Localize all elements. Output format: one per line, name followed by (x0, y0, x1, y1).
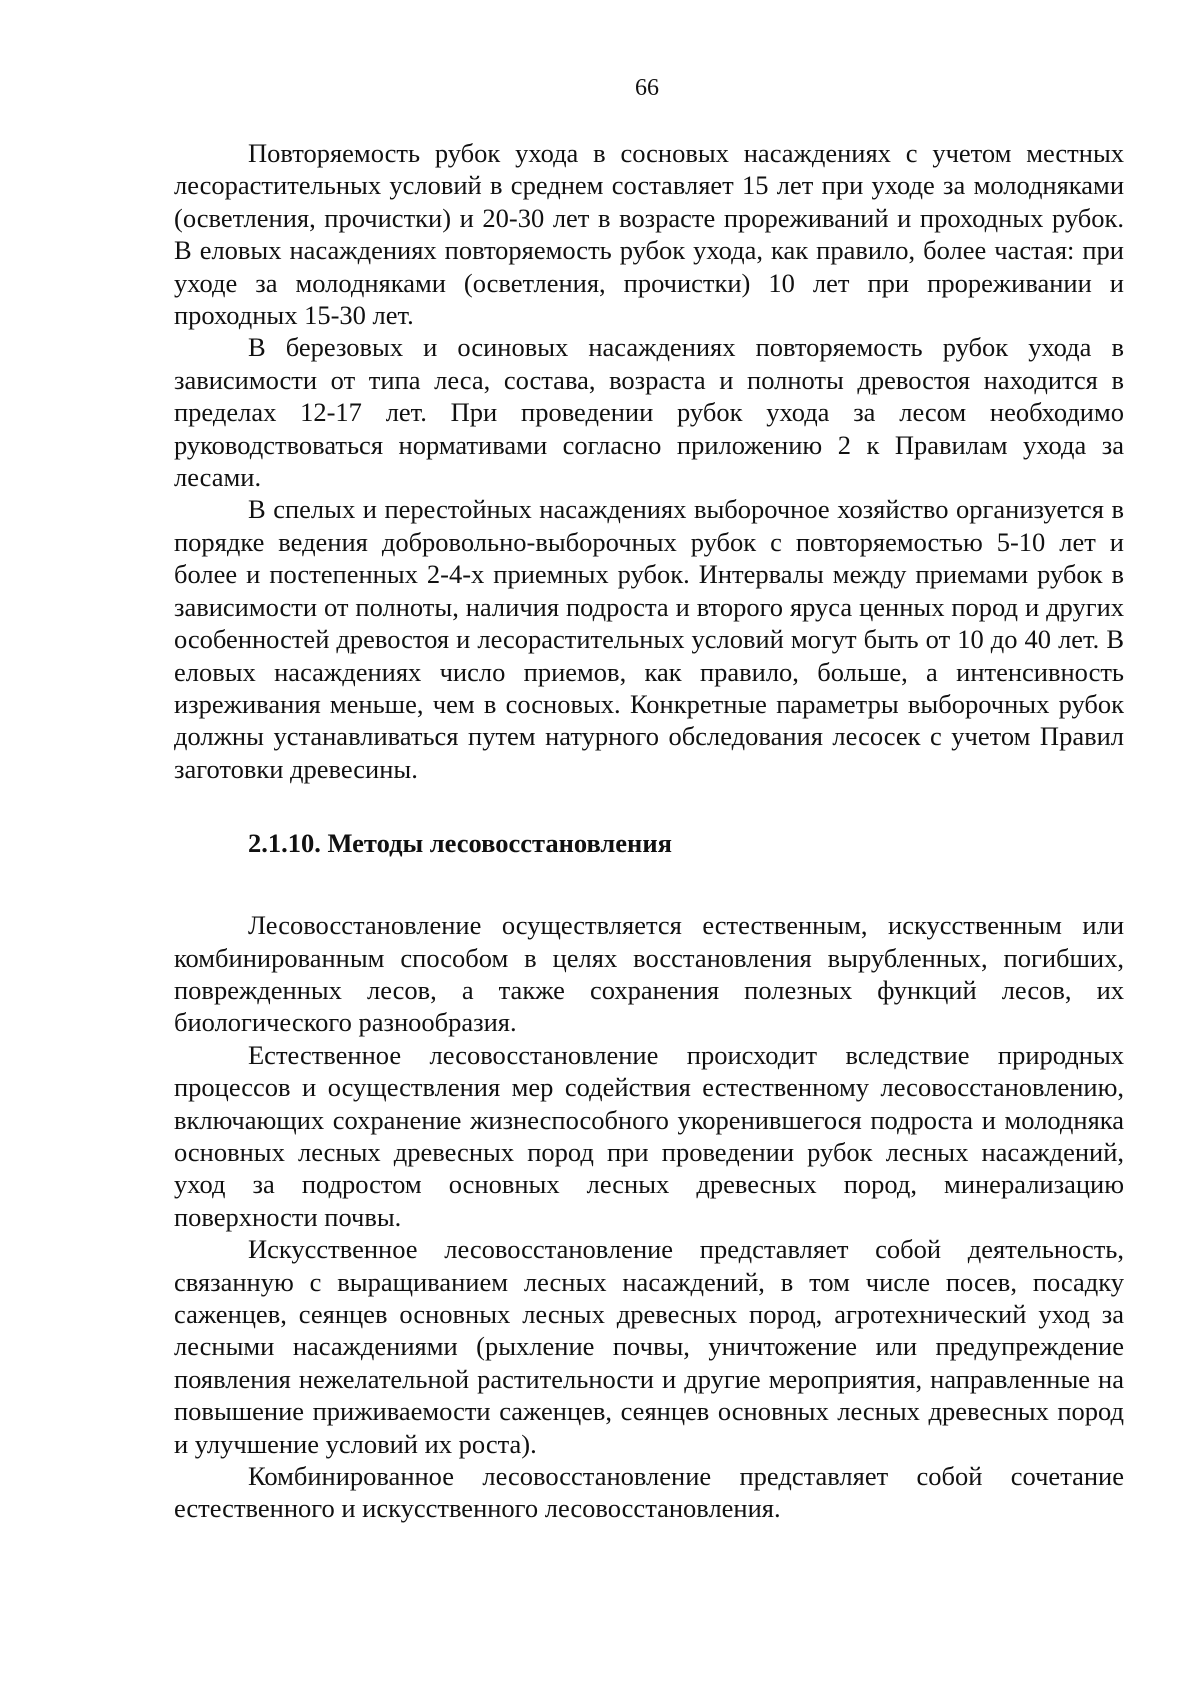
spacer (174, 785, 1124, 827)
paragraph-natural-reforestation: Естественное лесовосстановление происходит вследствие природных процессов и осуществления мер содействия естественному лесовосстановлению, включающих сохранение жизнеспособного укоренившегося подроста и молодняка основных лесных древесных пород при проведении рубок лесных насаждений, уход за подростом основных лесных древесных пород, минерализацию поверхности почвы. (174, 1039, 1124, 1232)
section-heading: 2.1.10. Методы лесовосстановления (248, 828, 672, 859)
paragraph-thinning-frequency-pine-spruce: Повторяемость рубок ухода в сосновых насаждениях с учетом местных лесорастительных условий в среднем составляет 15 лет при уходе за молодняками (осветления, прочистки) и 20-30 лет в возрасте прореживаний и проходных рубок. В еловых насаждениях повторяемость рубок ухода, как правило, более частая: при уходе за молодняками (осветления, прочистки) 10 лет при прореживании и проходных 15-30 лет. (174, 138, 1124, 331)
paragraph-thinning-frequency-birch-aspen: В березовых и осиновых насаждениях повторяемость рубок ухода в зависимости от типа леса, состава, возраста и полноты древостоя находится в пределах 12-17 лет. При проведении рубок ухода за лесом необходимо руководствоваться нормативами согласно приложению 2 к Правилам ухода за лесами. (174, 332, 1124, 493)
paragraph-artificial-reforestation: Искусственное лесовосстановление представляет собой деятельность, связанную с выращиванием лесных насаждений, в том числе посев, посадку саженцев, сеянцев основных лесных древесных пород, агротехнический уход за лесными насаждениями (рыхление почвы, уничтожение или предупреждение появления нежелательной растительности и другие мероприятия, направленные на повышение приживаемости саженцев, сеянцев основных лесных древесных пород и улучшение условий их роста). (174, 1234, 1124, 1459)
page-body (174, 137, 1124, 1525)
page-number: 66 (635, 75, 659, 101)
spacer (174, 859, 1124, 909)
paragraph-combined-reforestation: Комбинированное лесовосстановление представляет собой сочетание естественного и искусственного лесовосстановления. (174, 1461, 1124, 1524)
paragraph-reforestation-overview: Лесовосстановление осуществляется естественным, искусственным или комбинированным способом в целях восстановления вырубленных, погибших, поврежденных лесов, а также сохранения полезных функций лесов, их биологического разнообразия. (174, 910, 1124, 1038)
paragraph-selective-logging: В спелых и перестойных насаждениях выборочное хозяйство организуется в порядке ведения добровольно-выборочных рубок с повторяемостью 5-10 лет и более и постепенных 2-4-х приемных рубок. Интервалы между приемами рубок в зависимости от полноты, наличия подроста и второго яруса ценных пород и других особенностей древостоя и лесорастительных условий могут быть от 10 до 40 лет. В еловых насаждениях число приемов, как правило, больше, а интенсивность изреживания меньше, чем в сосновых. Конкретные параметры выборочных рубок должны устанавливаться путем натурного обследования лесосек с учетом Правил заготовки древесины. (174, 494, 1124, 784)
